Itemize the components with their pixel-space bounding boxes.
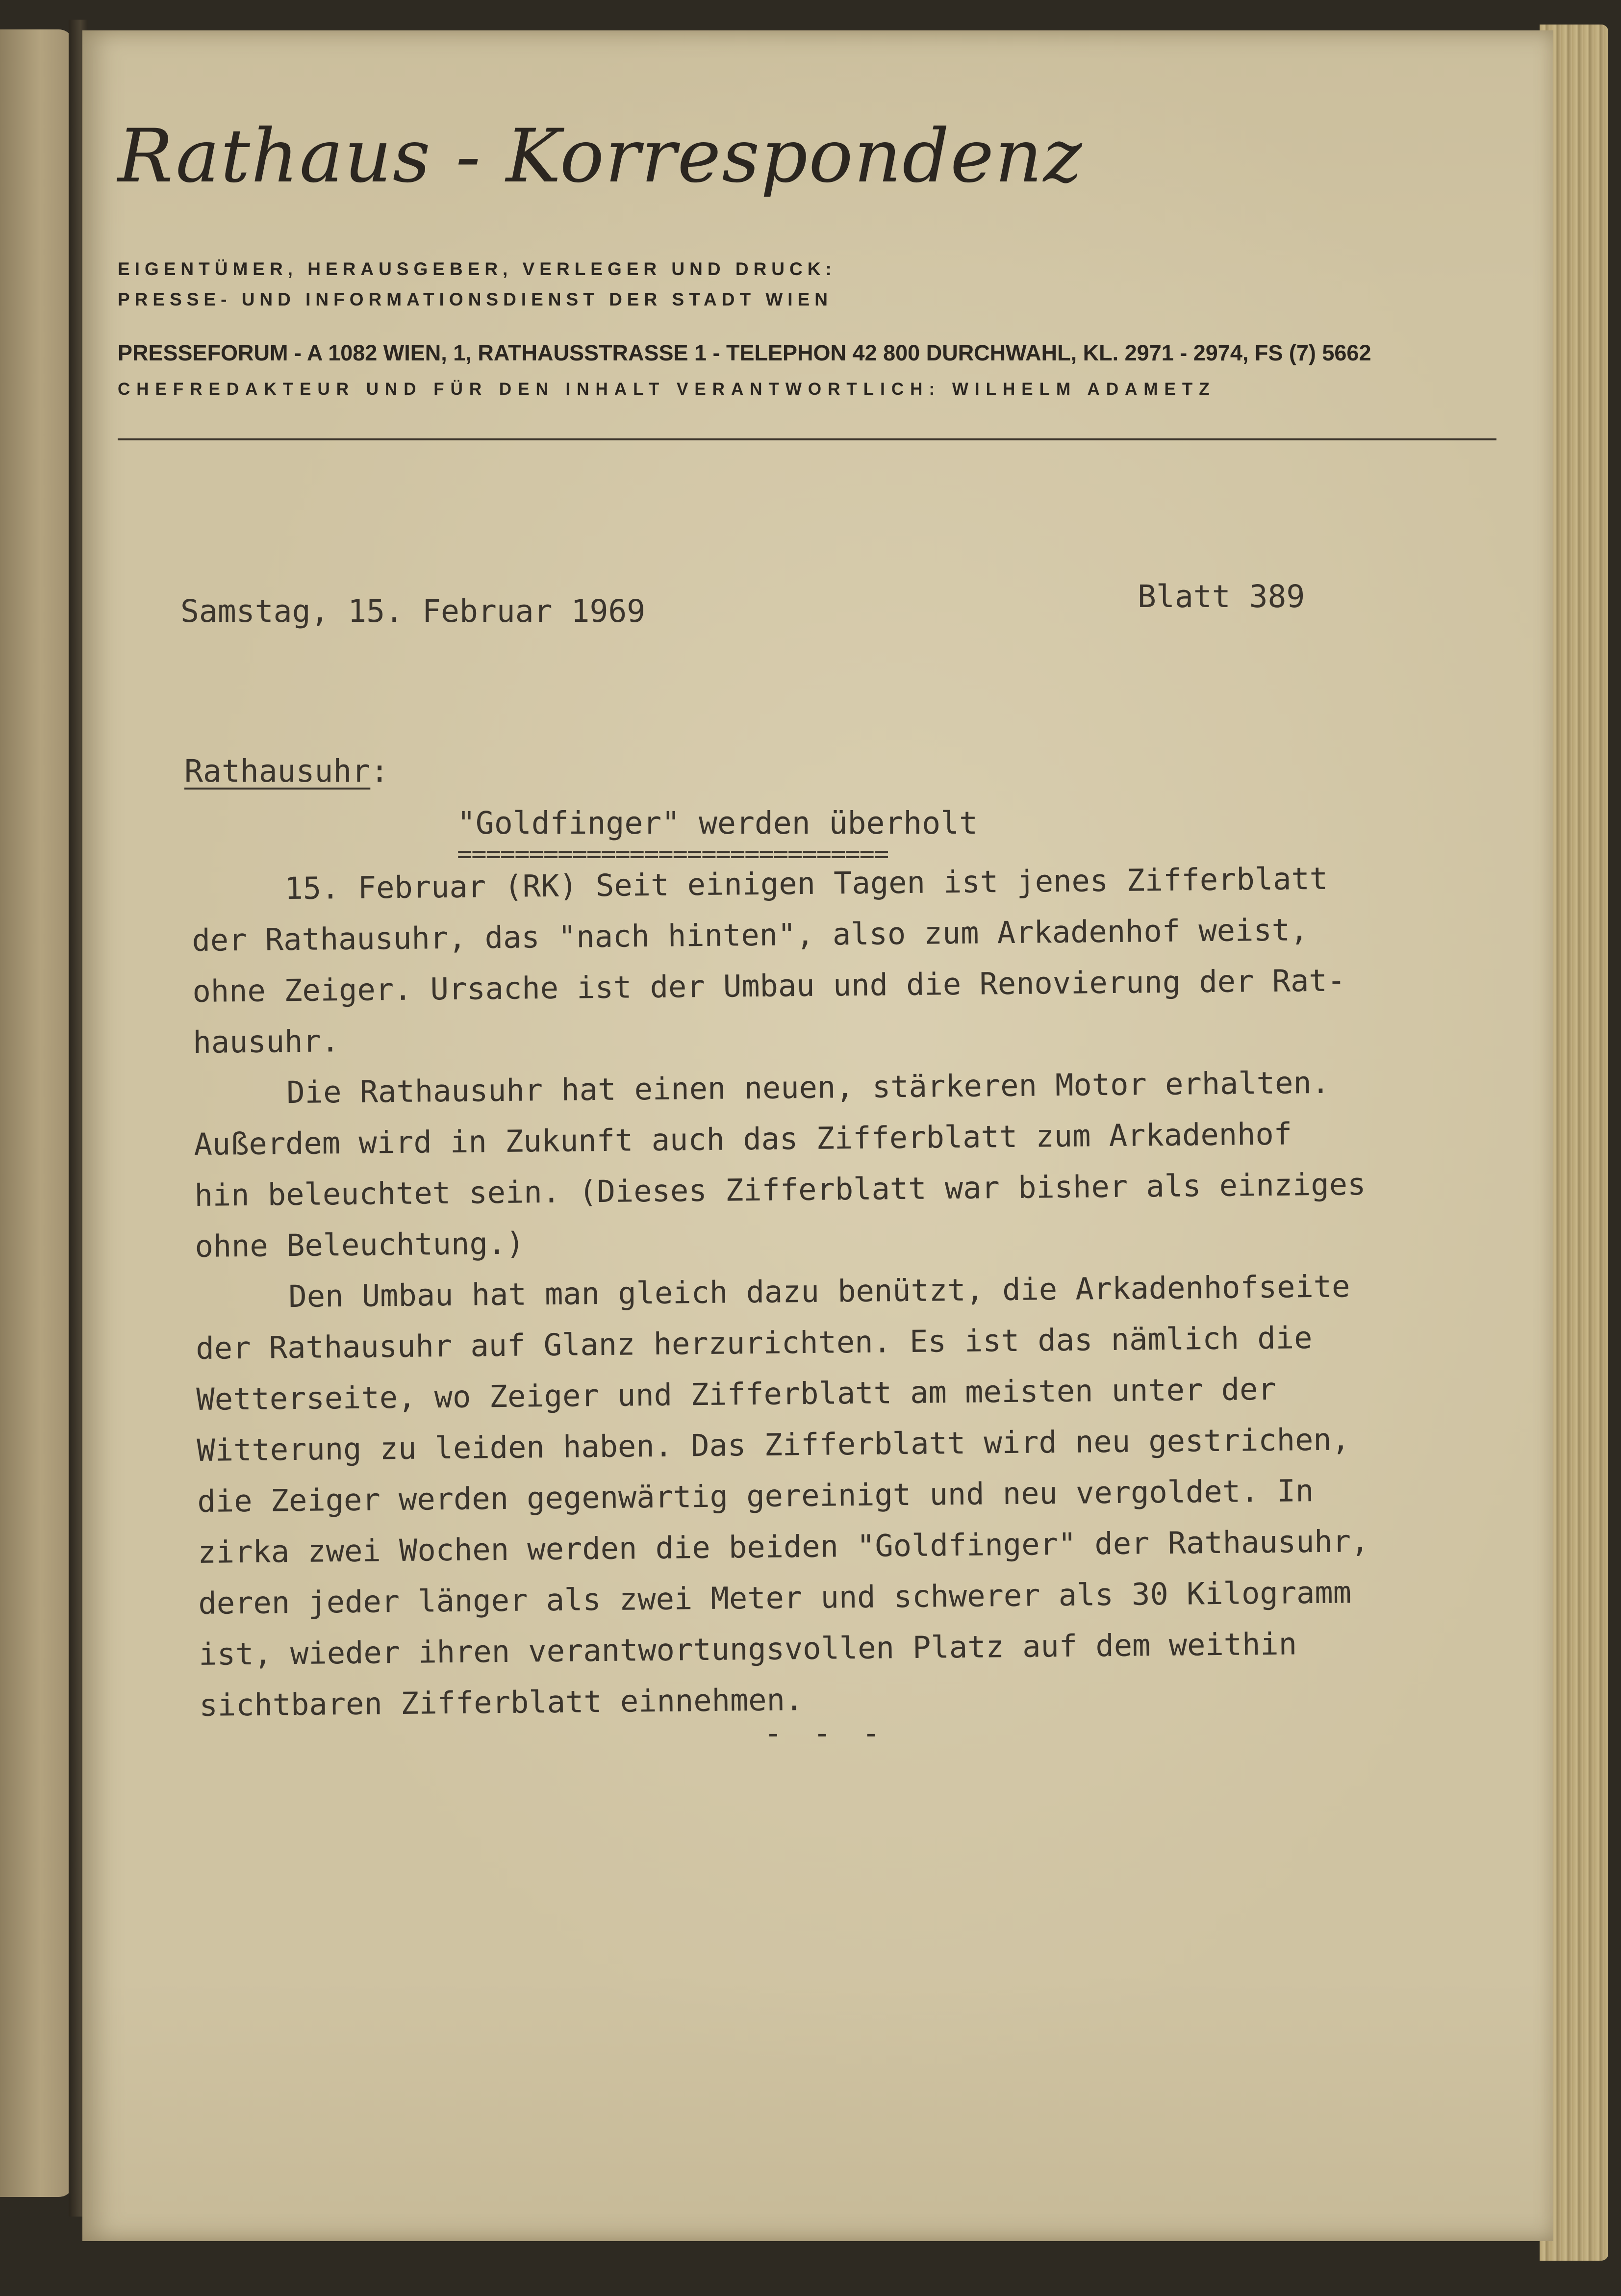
masthead-owner-line: EIGENTÜMER, HERAUSGEBER, VERLEGER UND DRUCK: [118,259,836,279]
body-line: Außerdem wird in Zukunft auch das Zifferblatt zum Arkadenhof [194,1116,1292,1162]
masthead-editor-line: CHEFREDAKTEUR UND FÜR DEN INHALT VERANTWORTLICH: WILHELM ADAMETZ [118,380,1216,399]
body-line: ist, wieder ihren verantwortungsvollen Platz auf dem weithin [199,1626,1297,1672]
body-line: 15. Februar (RK) Seit einigen Tagen ist jenes Zifferblatt [284,860,1328,907]
body-line: zirka zwei Wochen werden die beiden "Goldfinger" der Rathausuhr, [198,1523,1369,1570]
masthead-service-line: PRESSE- UND INFORMATIONSDIENST DER STADT WIEN [118,289,833,309]
issue-date: Samstag, 15. Februar 1969 [180,593,646,629]
body-line: die Zeiger werden gegenwärtig gereinigt und neu vergoldet. In [197,1473,1314,1519]
body-line: sichtbaren Zifferblatt einnehmen. [199,1682,804,1723]
masthead-divider [118,438,1496,440]
body-line: Die Rathausuhr hat einen neuen, stärkeren Motor erhalten. [286,1064,1330,1111]
rubric-colon: : [370,753,389,789]
end-mark: - - - [764,1715,886,1751]
masthead-address-line: PRESSEFORUM - A 1082 WIEN, 1, RATHAUSSTRASSE 1 - TELEPHON 42 800 DURCHWAHL, KL. 2971 - 2974, FS (7) 5662 [118,340,1371,365]
body-line: hausuhr. [193,1023,340,1060]
article-body [191,851,1553,1731]
body-line: Witterung zu leiden haben. Das Zifferblatt wird neu gestrichen, [197,1421,1350,1468]
body-line: ohne Beleuchtung.) [195,1225,525,1264]
document-page [82,30,1553,2241]
facing-page-edge [0,29,74,2197]
body-line: hin beleuchtet sein. (Dieses Zifferblatt war bisher als einziges [194,1166,1366,1213]
headline-underline: ============================== [457,840,888,869]
sheet-number: Blatt 389 [1138,579,1305,614]
body-line: Wetterseite, wo Zeiger und Zifferblatt am meisten unter der [196,1371,1277,1417]
body-line: der Rathausuhr, das "nach hinten", also zum Arkadenhof weist, [192,912,1309,958]
article-rubric [184,753,389,789]
body-line: ohne Zeiger. Ursache ist der Umbau und die Renovierung der Rat- [192,962,1346,1009]
rubric-text: Rathausuhr [184,753,371,789]
masthead-title: Rathaus - Korrespondenz [118,114,1083,199]
body-line: deren jeder länger als zwei Meter und schwerer als 30 Kilogramm [198,1574,1352,1621]
body-line: Den Umbau hat man gleich dazu benützt, die Arkadenhofseite [288,1268,1350,1315]
article-headline: "Goldfinger" werden überholt [457,805,978,841]
body-line: der Rathausuhr auf Glanz herzurichten. Es ist das nämlich die [196,1320,1313,1366]
